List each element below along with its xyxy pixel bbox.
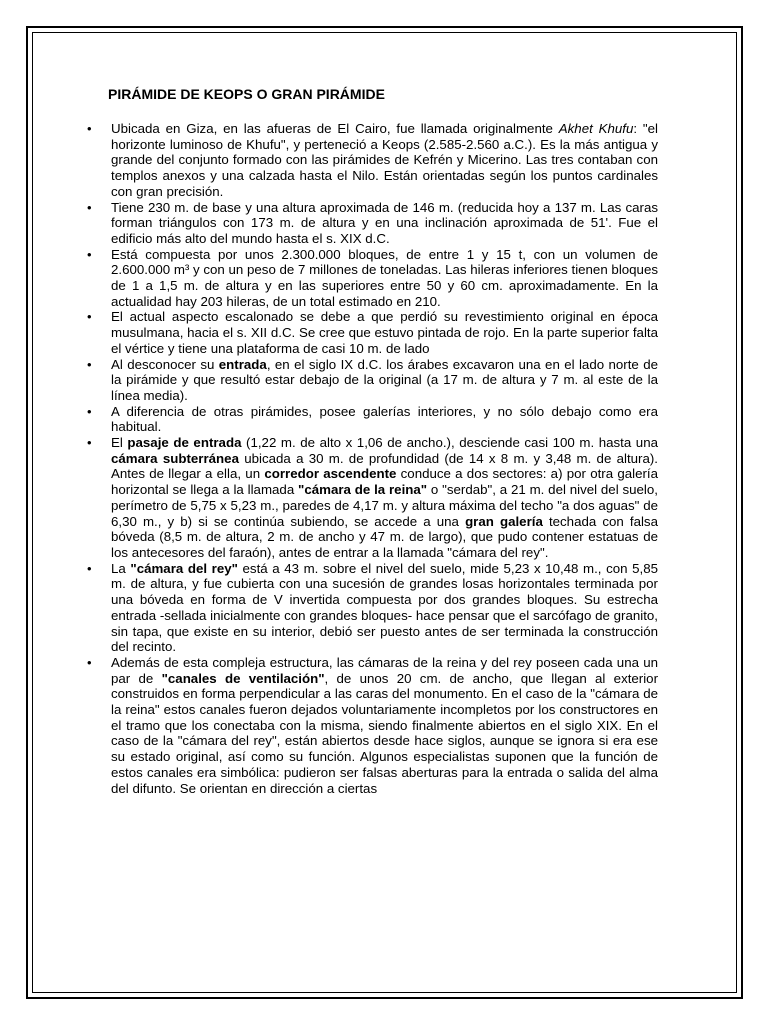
bold-text: entrada	[218, 356, 267, 372]
list-item	[87, 199, 658, 247]
text-run: El	[111, 435, 128, 451]
text-run: Tiene 230 m. de base y una altura aproximada de 146 m. (reducida hoy a 137 m. Las caras forman triángulos con 173 m. de altura y en una inclinación aproximada de 51'. Fue el edificio más alto del mundo hasta el s. XIX d.C.	[111, 199, 658, 246]
list-item	[87, 403, 658, 435]
bold-text: "canales de ventilación"	[161, 670, 325, 686]
text-run: La	[111, 560, 131, 576]
bullet-icon: •	[87, 654, 92, 670]
bullet-icon: •	[87, 246, 92, 262]
bullet-icon: •	[87, 121, 92, 136]
list-item	[87, 356, 658, 404]
bullet-list	[87, 121, 659, 796]
text-run: Además de esta compleja estructura, las cámaras de la reina y del rey poseen cada una un par de	[111, 654, 658, 686]
text-run: Ubicada en Giza, en las afueras de El Cairo, fue llamada originalmente	[111, 121, 559, 136]
bold-text: gran galería	[465, 513, 543, 529]
text-run: , en el siglo IX d.C. los árabes excavaron una en el lado norte de la pirámide y que resultó estar debajo de la original (a 17 m. de altura y 7 m. al este de la línea media).	[111, 356, 658, 403]
bullet-icon: •	[87, 560, 92, 576]
list-item	[87, 560, 658, 655]
italic-text: Akhet Khufu	[558, 121, 634, 136]
text-run: El actual aspecto escalonado se debe a que perdió su revestimiento original en época musulmana, hacia el s. XII d.C. Se cree que estuvo pintada de rojo. En la parte superior falta el vértice y tiene una plataforma de casi 10 m. de lado	[111, 309, 658, 356]
bullet-icon: •	[87, 403, 92, 419]
text-run: ubicada a 30 m. de profundidad (de 14 x 8 m. y 3,48 m. de altura). Antes de llegar a ella, un	[111, 450, 658, 482]
list-item	[87, 121, 658, 200]
text-run: Está compuesta por unos 2.300.000 bloques, de entre 1 y 15 t, con un volumen de 2.600.000 m³ y con un peso de 7 millones de toneladas. Las hileras inferiores tienen bloques de 1 a 1,5 m. de altura y en las superiores entre 50 y 60 cm. aproximadamente. En la actualidad hay 203 hileras, de un total estimado en 210.	[111, 246, 658, 309]
text-run: Al desconocer su	[111, 356, 219, 372]
list-item	[87, 654, 659, 796]
text-run: : "el horizonte luminoso de Khufu", y perteneció a Keops (2.585-2.560 a.C.). Es la más antigua y grande del conjunto formado con las pirámides de Kefrén y Micerino. Las tres contaban con templos anexos y una calzada hasta el Nilo. Están orientadas según los puntos cardinales con gran precisión.	[111, 121, 658, 199]
text-run: o "serdab", a 21 m. del nivel del suelo, perímetro de 5,75 x 5,23 m., paredes de 4,17 m. y altura máxima del techo "a dos aguas" de 6,30 m., y b) si se continúa subiendo, se accede a una	[111, 482, 658, 529]
text-run: está a 43 m. sobre el nivel del suelo, mide 5,23 x 10,48 m., con 5,85 m. de altura, y fue cubierta con una sucesión de grandes losas horizontales terminada por una bóveda en forma de V invertida compuesta por dos grandes bloques. Su estrecha entrada -sellada inicialmente con grandes bloques- hace pensar que el sarcófago de granito, sin tapa, que existe en su interior, debió ser puesto antes de ser terminada la construcción del recinto.	[111, 560, 658, 655]
text-run: (1,22 m. de alto x 1,06 de ancho.), desciende casi 100 m. hasta una	[241, 435, 658, 451]
bullet-icon: •	[87, 199, 92, 215]
text-run: conduce a dos sectores: a) por otra galería horizontal se llega a la llamada	[111, 466, 658, 498]
list-item	[87, 435, 658, 561]
bold-text: pasaje de entrada	[127, 435, 242, 451]
list-item	[87, 309, 658, 356]
bold-text: "cámara de la reina"	[298, 482, 428, 498]
bullet-icon: •	[87, 356, 92, 372]
bold-text: "cámara del rey"	[130, 560, 238, 576]
bold-text: corredor ascendente	[264, 466, 397, 482]
bold-text: cámara subterránea	[111, 450, 239, 466]
document-title: PIRÁMIDE DE KEOPS O GRAN PIRÁMIDE	[108, 86, 385, 102]
list-item	[87, 246, 658, 310]
bullet-icon: •	[87, 309, 92, 325]
text-run: , de unos 20 cm. de ancho, que llegan al exterior construidos en forma perpendicular a las caras del monumento. En el caso de la "cámara de la reina" estos canales fueron dejados voluntariamente incompletos por los constructores en el tramo que los conectaba con la misma, siendo finalmente abiertos en el siglo XIX. En el caso de la "cámara del rey", están abiertos desde hace siglos, aunque se ignora si era ese su estado original, así como su función. Algunos especialistas suponen que la función de estos canales era simbólica: pudieron ser falsas aberturas para la entrada o salida del alma del difunto. Se orientan en dirección a ciertas	[111, 670, 659, 796]
bullet-icon: •	[87, 435, 92, 451]
text-run: techada con falsa bóveda (8,5 m. de altura, 2 m. de ancho y 47 m. de largo), que pudo contener estatuas de los antecesores del faraón), antes de entrar a la llamada "cámara del rey".	[111, 513, 658, 560]
text-run: A diferencia de otras pirámides, posee galerías interiores, y no sólo debajo como era habitual.	[111, 403, 658, 435]
